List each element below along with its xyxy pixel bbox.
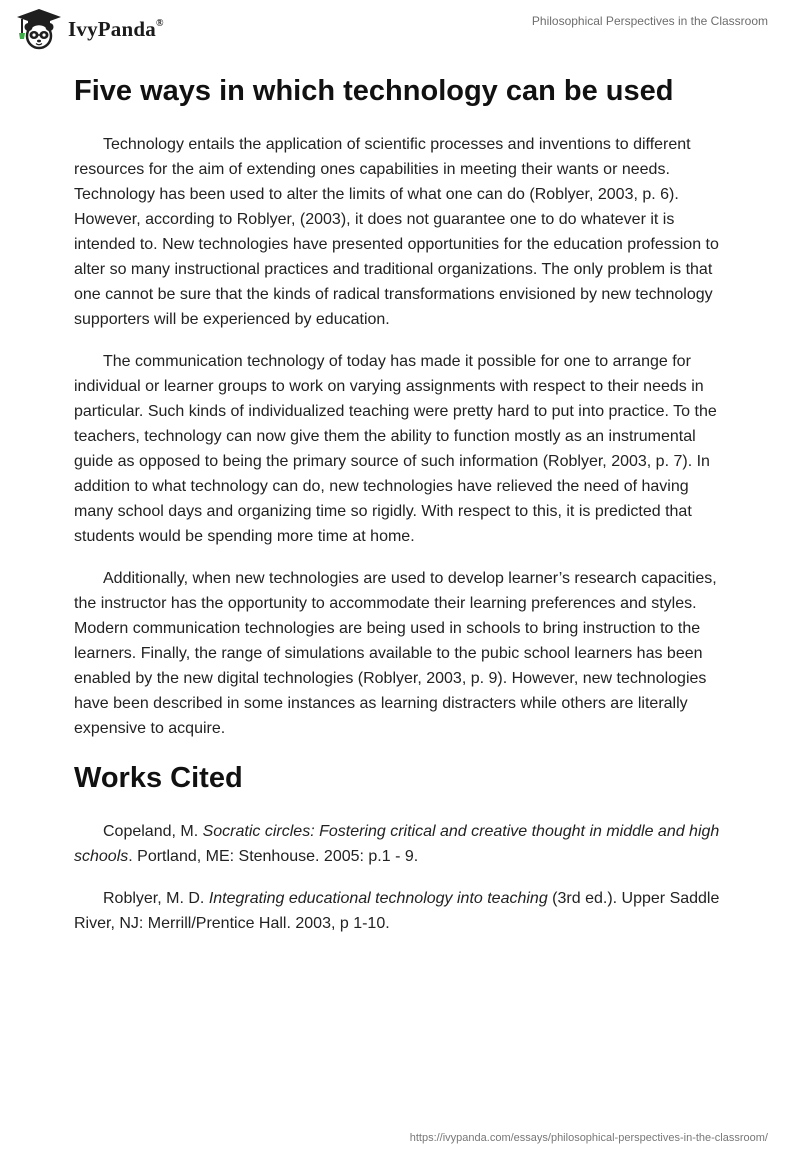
citation-entry: Roblyer, M. D. Integrating educational technology into teaching (3rd ed.). Upper Saddle River, NJ: Merrill/Prentice Hall. 2003, p 1-10. bbox=[74, 890, 720, 932]
panda-graduation-cap-icon bbox=[14, 8, 64, 50]
running-title: Philosophical Perspectives in the Classroom bbox=[531, 14, 768, 28]
works-cited-heading: Works Cited bbox=[74, 762, 243, 794]
citation-title: Integrating educational technology into teaching bbox=[208, 890, 548, 907]
source-url[interactable]: https://ivypanda.com/essays/philosophical-perspectives-in-the-classroom/ bbox=[409, 1132, 768, 1144]
body-paragraph: The communication technology of today has made it possible for one to arrange for individual or learner groups to work on varying assignments with respect to their needs in particular. Such kinds of individualized teaching were pretty hard to put into practice. To the teachers, technology can now give them the ability to function mostly as an instrumental guide as opposed to being the primary source of such information (Roblyer, 2003, p. 7). In addition to what technology can do, new technologies have relieved the need of having many school days and organizing time so rigidly. With respect to this, it is predicted that students would be spending more time at home. bbox=[74, 353, 717, 545]
citation-entry: Copeland, M. Socratic circles: Fostering critical and creative thought in middle and high schools. Portland, ME: Stenhouse. 2005: p.1 - 9. bbox=[74, 823, 720, 865]
body-paragraph: Additionally, when new technologies are used to develop learner’s research capacities, the instructor has the opportunity to accommodate their learning preferences and styles. Modern communication technologies are being used in schools to bring instruction to the learners. Finally, the range of simulations available to the pubic school learners has been enabled by the new digital technologies (Roblyer, 2003, p. 9). However, new technologies have been described in some instances as learning distracters while others are literally expensive to acquire. bbox=[74, 570, 717, 737]
brand-name: IvyPanda® bbox=[68, 16, 164, 41]
body-paragraph: Technology entails the application of scientific processes and inventions to different resources for the aim of extending ones capabilities in meeting their wants or needs. Technology has been used to alter the limits of what one can do (Roblyer, 2003, p. 6). However, according to Roblyer, (2003), it does not guarantee one to do whatever it is intended to. New technologies have presented opportunities for the education profession to alter so many instructional practices and traditional organizations. The only problem is that one cannot be sure that the kinds of radical transformations envisioned by new technology supporters will be experienced by education. bbox=[74, 136, 719, 328]
ivypanda-logo[interactable] bbox=[14, 8, 164, 50]
registered-mark: ® bbox=[155, 17, 164, 29]
section-heading: Five ways in which technology can be used bbox=[74, 75, 674, 107]
page-header bbox=[0, 0, 800, 60]
essay-content bbox=[74, 72, 726, 953]
citation-title: Socratic circles: Fostering critical and creative thought in middle and high schools bbox=[74, 823, 720, 865]
